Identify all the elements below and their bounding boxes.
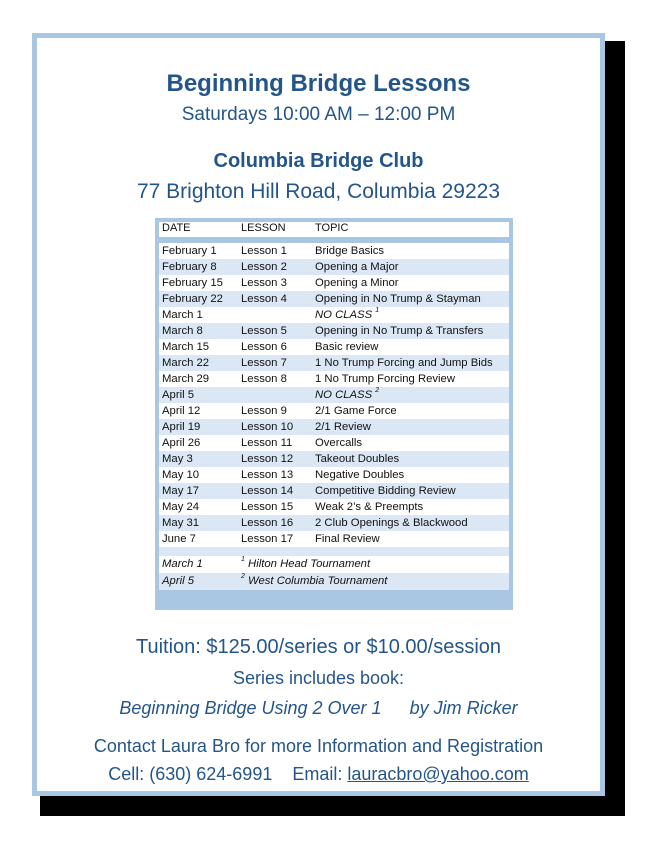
- series-note: Series includes book:: [232, 668, 405, 688]
- table-row: [159, 275, 509, 291]
- cell-lesson: Lesson 14: [241, 485, 294, 497]
- flyer: [32, 33, 605, 796]
- topic-text: Opening in No Trump & Transfers: [315, 325, 484, 337]
- topic-text: NO CLASS: [315, 389, 373, 401]
- schedule-table: [155, 218, 513, 610]
- table-row: [159, 387, 509, 403]
- cell-lesson: Lesson 13: [241, 469, 294, 481]
- note-label: Hilton Head Tournament: [248, 558, 371, 570]
- table-row: [159, 259, 509, 275]
- table-row: [159, 419, 509, 435]
- cell-lesson: Lesson 1: [241, 245, 287, 257]
- column-header-topic: TOPIC: [315, 222, 349, 234]
- cell-date: June 7: [162, 533, 196, 545]
- table-spacer: [159, 547, 509, 556]
- cell-lesson: Lesson 6: [241, 341, 287, 353]
- table-row: [159, 339, 509, 355]
- footnote-marker: 1: [241, 556, 245, 563]
- topic-text: Competitive Bidding Review: [315, 485, 456, 497]
- topic-text: 1 No Trump Forcing Review: [315, 373, 456, 385]
- cell-lesson: Lesson 8: [241, 373, 287, 385]
- table-row: [159, 531, 509, 547]
- table-row: [159, 371, 509, 387]
- cell-topic: [315, 435, 362, 451]
- table-row: [159, 307, 509, 323]
- table-row: [159, 291, 509, 307]
- table-row: [159, 355, 509, 371]
- book-author: by Jim Ricker: [409, 698, 518, 718]
- table-row: [159, 243, 509, 259]
- cell-lesson: Lesson 17: [241, 533, 294, 545]
- cell-date: April 26: [162, 437, 201, 449]
- topic-text: Opening a Minor: [315, 277, 399, 289]
- book-line: [37, 698, 600, 719]
- tuition: Tuition: $125.00/series or $10.00/session: [135, 636, 502, 658]
- note-row: [159, 556, 509, 573]
- cell-lesson: Lesson 11: [241, 437, 293, 449]
- topic-text: Bridge Basics: [315, 245, 385, 257]
- note-text: [241, 573, 387, 590]
- note-label: West Columbia Tournament: [248, 575, 388, 587]
- footnote-marker: 2: [375, 387, 380, 394]
- table-row: [159, 451, 509, 467]
- cell-date: February 22: [162, 293, 223, 305]
- topic-text: Opening a Major: [315, 261, 399, 273]
- topic-text: Final Review: [315, 533, 380, 545]
- cell-date: April 12: [162, 405, 201, 417]
- topic-text: Basic review: [315, 341, 379, 353]
- table-header: [159, 222, 509, 237]
- cell-topic: [315, 291, 481, 307]
- cell-lesson: Lesson 3: [241, 277, 287, 289]
- topic-text: NO CLASS: [315, 309, 373, 321]
- table-row: [159, 323, 509, 339]
- cell-lesson: Lesson 4: [241, 293, 287, 305]
- cell-topic: [315, 483, 456, 499]
- cell-topic: [315, 515, 468, 531]
- cell-lesson: Lesson 10: [241, 421, 294, 433]
- cell-topic: [315, 531, 380, 547]
- page-title: Beginning Bridge Lessons: [166, 70, 471, 97]
- cell-lesson: Lesson 2: [241, 261, 287, 273]
- cell-date: March 8: [162, 325, 203, 337]
- cell-date: February 8: [162, 261, 217, 273]
- topic-text: 1 No Trump Forcing and Jump Bids: [315, 357, 493, 369]
- cell-topic: [315, 419, 371, 435]
- topic-text: 2/1 Game Force: [315, 405, 397, 417]
- cell-date: May 17: [162, 485, 200, 497]
- note-date: March 1: [162, 558, 203, 570]
- cell-topic: [315, 323, 483, 339]
- table-row: [159, 467, 509, 483]
- cell-lesson: Lesson 7: [241, 357, 287, 369]
- cell-lesson: Lesson 12: [241, 453, 294, 465]
- table-body: [159, 243, 509, 590]
- topic-text: Weak 2’s & Preempts: [315, 501, 424, 513]
- table-row: [159, 499, 509, 515]
- cell-topic: [315, 339, 378, 355]
- cell-date: April 5: [162, 389, 195, 401]
- cell-topic: [315, 403, 397, 419]
- table-row: [159, 483, 509, 499]
- table-row: [159, 435, 509, 451]
- table-notes: [159, 556, 509, 590]
- note-date: April 5: [162, 575, 195, 587]
- cell-topic: [315, 451, 399, 467]
- cell-date: May 31: [162, 517, 200, 529]
- book-title: Beginning Bridge Using 2 Over 1: [119, 698, 382, 718]
- cell-topic: [315, 259, 399, 275]
- note-row: [159, 573, 509, 590]
- cell-date: May 3: [162, 453, 193, 465]
- cell-phone: Cell: (630) 624-6991: [108, 764, 273, 784]
- topic-text: 2 Club Openings & Blackwood: [315, 517, 468, 529]
- column-header-lesson: LESSON: [241, 222, 286, 234]
- cell-date: March 15: [162, 341, 210, 353]
- footnote-marker: 1: [375, 307, 380, 314]
- club-address: 77 Brighton Hill Road, Columbia 29223: [136, 180, 501, 203]
- topic-text: Opening in No Trump & Stayman: [315, 293, 481, 305]
- cell-date: February 15: [162, 277, 223, 289]
- cell-date: March 22: [162, 357, 210, 369]
- cell-lesson: Lesson 9: [241, 405, 287, 417]
- table-row: [159, 403, 509, 419]
- topic-text: 2/1 Review: [315, 421, 371, 433]
- cell-topic: [315, 275, 399, 291]
- schedule: Saturdays 10:00 AM – 12:00 PM: [181, 104, 456, 125]
- cell-date: May 10: [162, 469, 200, 481]
- cell-lesson: Lesson 5: [241, 325, 287, 337]
- cell-topic: [315, 467, 404, 483]
- cell-topic: [315, 243, 384, 259]
- cell-date: March 1: [162, 309, 203, 321]
- cell-lesson: Lesson 16: [241, 517, 294, 529]
- note-text: [241, 556, 370, 573]
- cell-topic: [315, 371, 455, 387]
- cell-lesson: Lesson 15: [241, 501, 294, 513]
- email-label: Email:: [292, 764, 343, 784]
- cell-topic: [315, 499, 423, 515]
- table-row: [159, 515, 509, 531]
- club-name: Columbia Bridge Club: [213, 150, 424, 172]
- cell-date: April 19: [162, 421, 201, 433]
- cell-date: March 29: [162, 373, 210, 385]
- cell-date: February 1: [162, 245, 217, 257]
- column-header-date: DATE: [162, 222, 191, 234]
- cell-date: May 24: [162, 501, 200, 513]
- topic-text: Negative Doubles: [315, 469, 405, 481]
- topic-text: Takeout Doubles: [315, 453, 400, 465]
- contact-line: Contact Laura Bro for more Information and Registration: [93, 736, 544, 756]
- topic-text: Overcalls: [315, 437, 363, 449]
- email-link[interactable]: lauracbro@yahoo.com: [347, 764, 529, 784]
- cell-topic: [315, 307, 379, 323]
- footnote-marker: 2: [241, 573, 245, 580]
- cell-topic: [315, 355, 493, 371]
- cell-topic: [315, 387, 379, 403]
- cell-email-line: [37, 764, 600, 785]
